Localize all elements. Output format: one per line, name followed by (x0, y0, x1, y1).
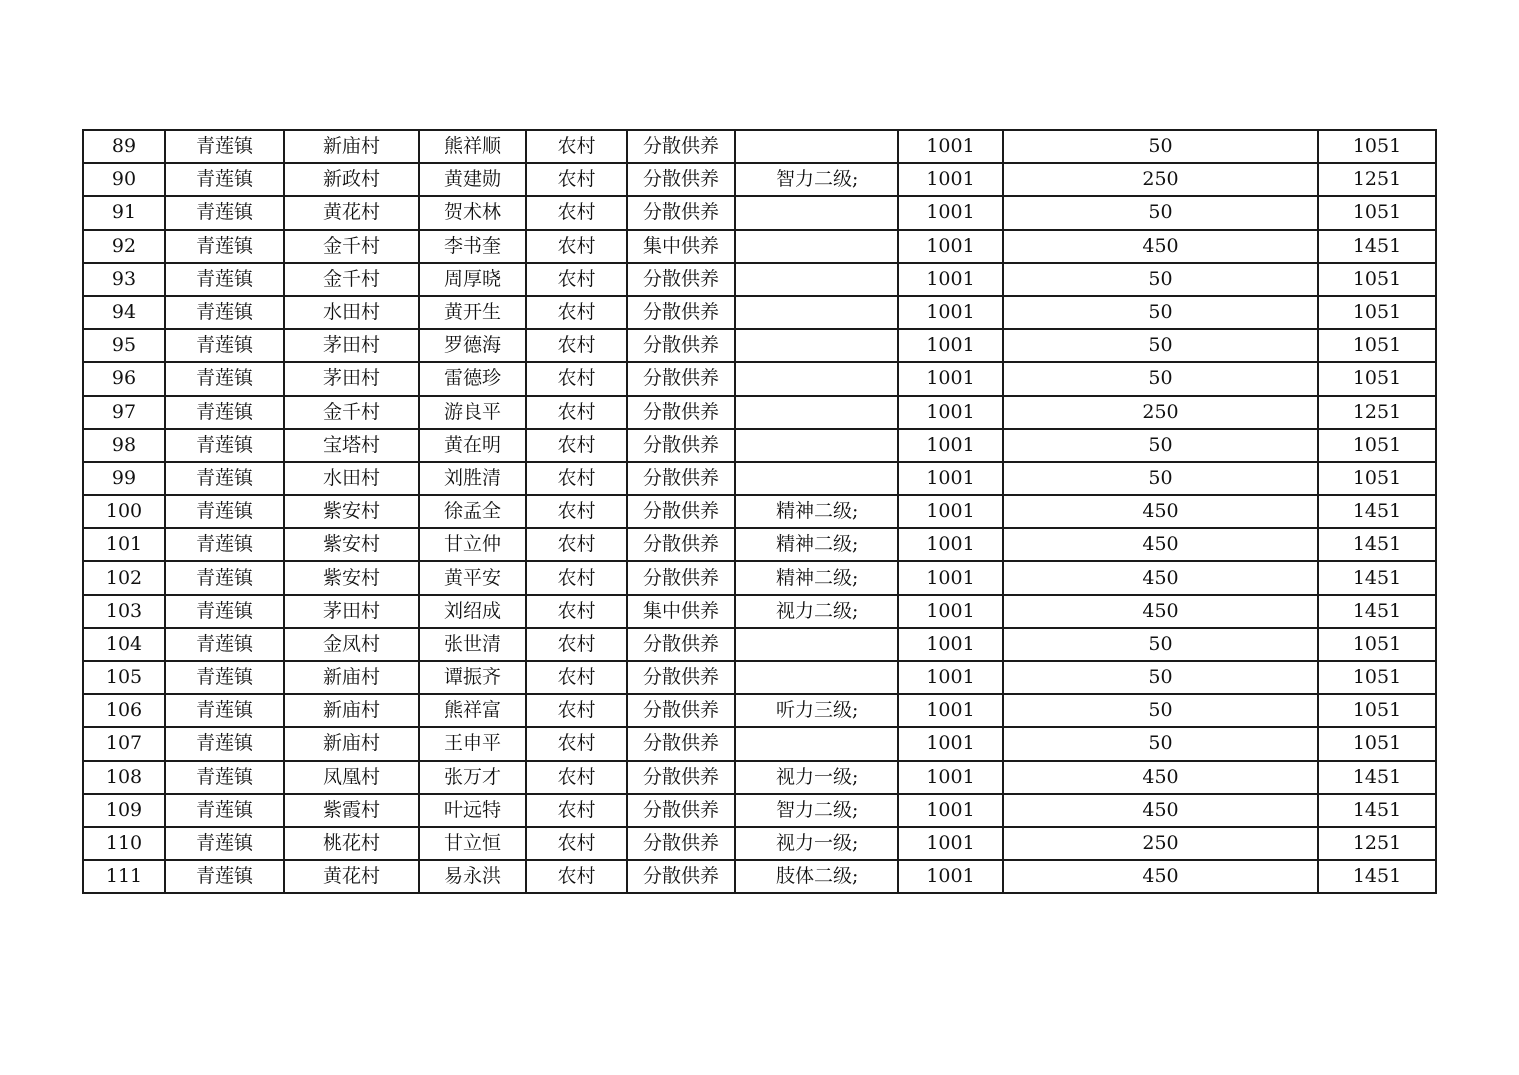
area-type-cell: 农村 (526, 628, 627, 661)
village-cell: 新庙村 (284, 130, 419, 163)
extra-amount-cell: 50 (1003, 628, 1318, 661)
village-cell: 茅田村 (284, 329, 419, 362)
town-cell: 青莲镇 (165, 296, 284, 329)
town-cell: 青莲镇 (165, 362, 284, 395)
extra-amount-cell: 450 (1003, 595, 1318, 628)
person-name-cell: 李书奎 (419, 230, 526, 263)
area-type-cell: 农村 (526, 827, 627, 860)
village-cell: 金千村 (284, 396, 419, 429)
base-amount-cell: 1001 (898, 827, 1003, 860)
person-name-cell: 罗德海 (419, 329, 526, 362)
base-amount-cell: 1001 (898, 230, 1003, 263)
village-cell: 新政村 (284, 163, 419, 196)
disability-level-cell (735, 429, 898, 462)
table-row (83, 561, 1436, 594)
disability-level-cell (735, 230, 898, 263)
total-amount-cell: 1451 (1318, 230, 1436, 263)
area-type-cell: 农村 (526, 794, 627, 827)
base-amount-cell: 1001 (898, 561, 1003, 594)
town-cell: 青莲镇 (165, 130, 284, 163)
person-name-cell: 甘立恒 (419, 827, 526, 860)
area-type-cell: 农村 (526, 694, 627, 727)
extra-amount-cell: 50 (1003, 429, 1318, 462)
area-type-cell: 农村 (526, 561, 627, 594)
row-number-cell: 97 (83, 396, 165, 429)
row-number-cell: 104 (83, 628, 165, 661)
extra-amount-cell: 50 (1003, 694, 1318, 727)
table-row (83, 528, 1436, 561)
person-name-cell: 熊祥富 (419, 694, 526, 727)
support-type-cell: 分散供养 (627, 362, 735, 395)
base-amount-cell: 1001 (898, 495, 1003, 528)
disability-level-cell: 视力一级; (735, 827, 898, 860)
table-row (83, 860, 1436, 893)
area-type-cell: 农村 (526, 495, 627, 528)
person-name-cell: 甘立仲 (419, 528, 526, 561)
disability-level-cell (735, 296, 898, 329)
table-row (83, 362, 1436, 395)
base-amount-cell: 1001 (898, 396, 1003, 429)
base-amount-cell: 1001 (898, 296, 1003, 329)
row-number-cell: 109 (83, 794, 165, 827)
extra-amount-cell: 450 (1003, 860, 1318, 893)
base-amount-cell: 1001 (898, 661, 1003, 694)
village-cell: 紫安村 (284, 561, 419, 594)
total-amount-cell: 1051 (1318, 296, 1436, 329)
total-amount-cell: 1251 (1318, 396, 1436, 429)
table-row (83, 230, 1436, 263)
village-cell: 新庙村 (284, 727, 419, 760)
extra-amount-cell: 450 (1003, 794, 1318, 827)
base-amount-cell: 1001 (898, 694, 1003, 727)
row-number-cell: 100 (83, 495, 165, 528)
town-cell: 青莲镇 (165, 794, 284, 827)
extra-amount-cell: 250 (1003, 396, 1318, 429)
support-type-cell: 分散供养 (627, 661, 735, 694)
village-cell: 水田村 (284, 296, 419, 329)
person-name-cell: 谭振齐 (419, 661, 526, 694)
extra-amount-cell: 50 (1003, 296, 1318, 329)
extra-amount-cell: 50 (1003, 727, 1318, 760)
village-cell: 水田村 (284, 462, 419, 495)
extra-amount-cell: 450 (1003, 495, 1318, 528)
table-row (83, 495, 1436, 528)
row-number-cell: 102 (83, 561, 165, 594)
row-number-cell: 90 (83, 163, 165, 196)
disability-level-cell: 肢体二级; (735, 860, 898, 893)
row-number-cell: 111 (83, 860, 165, 893)
table-row (83, 628, 1436, 661)
person-name-cell: 王申平 (419, 727, 526, 760)
row-number-cell: 92 (83, 230, 165, 263)
total-amount-cell: 1251 (1318, 827, 1436, 860)
town-cell: 青莲镇 (165, 329, 284, 362)
total-amount-cell: 1451 (1318, 595, 1436, 628)
table-row (83, 396, 1436, 429)
disability-level-cell: 精神二级; (735, 528, 898, 561)
village-cell: 黄花村 (284, 860, 419, 893)
disability-level-cell (735, 396, 898, 429)
table-row (83, 661, 1436, 694)
total-amount-cell: 1051 (1318, 661, 1436, 694)
town-cell: 青莲镇 (165, 462, 284, 495)
person-name-cell: 易永洪 (419, 860, 526, 893)
disability-level-cell (735, 196, 898, 229)
extra-amount-cell: 50 (1003, 462, 1318, 495)
row-number-cell: 98 (83, 429, 165, 462)
base-amount-cell: 1001 (898, 362, 1003, 395)
person-name-cell: 熊祥顺 (419, 130, 526, 163)
total-amount-cell: 1051 (1318, 694, 1436, 727)
total-amount-cell: 1051 (1318, 196, 1436, 229)
support-type-cell: 分散供养 (627, 396, 735, 429)
total-amount-cell: 1251 (1318, 163, 1436, 196)
table-row (83, 196, 1436, 229)
row-number-cell: 89 (83, 130, 165, 163)
area-type-cell: 农村 (526, 296, 627, 329)
person-name-cell: 周厚晓 (419, 263, 526, 296)
disability-level-cell (735, 462, 898, 495)
row-number-cell: 91 (83, 196, 165, 229)
area-type-cell: 农村 (526, 429, 627, 462)
extra-amount-cell: 50 (1003, 130, 1318, 163)
area-type-cell: 农村 (526, 528, 627, 561)
person-name-cell: 张万才 (419, 761, 526, 794)
disability-level-cell: 精神二级; (735, 495, 898, 528)
table-row (83, 163, 1436, 196)
town-cell: 青莲镇 (165, 396, 284, 429)
disability-level-cell: 智力二级; (735, 163, 898, 196)
town-cell: 青莲镇 (165, 263, 284, 296)
base-amount-cell: 1001 (898, 163, 1003, 196)
row-number-cell: 94 (83, 296, 165, 329)
row-number-cell: 107 (83, 727, 165, 760)
base-amount-cell: 1001 (898, 329, 1003, 362)
table-row (83, 727, 1436, 760)
village-cell: 金凤村 (284, 628, 419, 661)
extra-amount-cell: 50 (1003, 362, 1318, 395)
village-cell: 黄花村 (284, 196, 419, 229)
extra-amount-cell: 450 (1003, 230, 1318, 263)
disability-level-cell: 视力二级; (735, 595, 898, 628)
town-cell: 青莲镇 (165, 727, 284, 760)
total-amount-cell: 1451 (1318, 561, 1436, 594)
base-amount-cell: 1001 (898, 761, 1003, 794)
extra-amount-cell: 450 (1003, 528, 1318, 561)
extra-amount-cell: 50 (1003, 263, 1318, 296)
row-number-cell: 106 (83, 694, 165, 727)
person-name-cell: 黄建勋 (419, 163, 526, 196)
area-type-cell: 农村 (526, 130, 627, 163)
disability-level-cell: 视力一级; (735, 761, 898, 794)
town-cell: 青莲镇 (165, 528, 284, 561)
area-type-cell: 农村 (526, 163, 627, 196)
extra-amount-cell: 50 (1003, 329, 1318, 362)
row-number-cell: 108 (83, 761, 165, 794)
village-cell: 新庙村 (284, 661, 419, 694)
base-amount-cell: 1001 (898, 860, 1003, 893)
support-type-cell: 分散供养 (627, 196, 735, 229)
roster-table (82, 129, 1437, 894)
total-amount-cell: 1051 (1318, 362, 1436, 395)
support-type-cell: 分散供养 (627, 694, 735, 727)
person-name-cell: 刘胜清 (419, 462, 526, 495)
support-type-cell: 分散供养 (627, 794, 735, 827)
disability-level-cell (735, 661, 898, 694)
row-number-cell: 96 (83, 362, 165, 395)
disability-level-cell: 精神二级; (735, 561, 898, 594)
village-cell: 凤凰村 (284, 761, 419, 794)
town-cell: 青莲镇 (165, 827, 284, 860)
person-name-cell: 黄开生 (419, 296, 526, 329)
support-type-cell: 分散供养 (627, 727, 735, 760)
base-amount-cell: 1001 (898, 528, 1003, 561)
town-cell: 青莲镇 (165, 495, 284, 528)
disability-level-cell: 听力三级; (735, 694, 898, 727)
base-amount-cell: 1001 (898, 462, 1003, 495)
table-row (83, 329, 1436, 362)
person-name-cell: 游良平 (419, 396, 526, 429)
village-cell: 金千村 (284, 263, 419, 296)
base-amount-cell: 1001 (898, 628, 1003, 661)
village-cell: 紫霞村 (284, 794, 419, 827)
total-amount-cell: 1451 (1318, 761, 1436, 794)
village-cell: 宝塔村 (284, 429, 419, 462)
total-amount-cell: 1051 (1318, 727, 1436, 760)
village-cell: 茅田村 (284, 595, 419, 628)
town-cell: 青莲镇 (165, 230, 284, 263)
support-type-cell: 分散供养 (627, 761, 735, 794)
person-name-cell: 黄在明 (419, 429, 526, 462)
area-type-cell: 农村 (526, 661, 627, 694)
area-type-cell: 农村 (526, 727, 627, 760)
person-name-cell: 刘绍成 (419, 595, 526, 628)
table-row (83, 761, 1436, 794)
person-name-cell: 叶远特 (419, 794, 526, 827)
person-name-cell: 徐孟全 (419, 495, 526, 528)
table-row (83, 462, 1436, 495)
town-cell: 青莲镇 (165, 761, 284, 794)
area-type-cell: 农村 (526, 396, 627, 429)
support-type-cell: 分散供养 (627, 429, 735, 462)
person-name-cell: 雷德珍 (419, 362, 526, 395)
area-type-cell: 农村 (526, 230, 627, 263)
disability-level-cell (735, 130, 898, 163)
table-row (83, 694, 1436, 727)
town-cell: 青莲镇 (165, 595, 284, 628)
support-type-cell: 分散供养 (627, 163, 735, 196)
support-type-cell: 分散供养 (627, 528, 735, 561)
extra-amount-cell: 50 (1003, 661, 1318, 694)
table-row (83, 429, 1436, 462)
village-cell: 紫安村 (284, 528, 419, 561)
table-row (83, 595, 1436, 628)
town-cell: 青莲镇 (165, 561, 284, 594)
row-number-cell: 101 (83, 528, 165, 561)
town-cell: 青莲镇 (165, 694, 284, 727)
row-number-cell: 93 (83, 263, 165, 296)
extra-amount-cell: 450 (1003, 561, 1318, 594)
extra-amount-cell: 450 (1003, 761, 1318, 794)
support-type-cell: 分散供养 (627, 827, 735, 860)
support-type-cell: 集中供养 (627, 230, 735, 263)
area-type-cell: 农村 (526, 860, 627, 893)
support-type-cell: 分散供养 (627, 860, 735, 893)
base-amount-cell: 1001 (898, 794, 1003, 827)
village-cell: 新庙村 (284, 694, 419, 727)
total-amount-cell: 1451 (1318, 528, 1436, 561)
extra-amount-cell: 50 (1003, 196, 1318, 229)
town-cell: 青莲镇 (165, 661, 284, 694)
total-amount-cell: 1051 (1318, 329, 1436, 362)
total-amount-cell: 1451 (1318, 794, 1436, 827)
area-type-cell: 农村 (526, 761, 627, 794)
area-type-cell: 农村 (526, 462, 627, 495)
person-name-cell: 张世清 (419, 628, 526, 661)
table-row (83, 263, 1436, 296)
disability-level-cell (735, 362, 898, 395)
row-number-cell: 110 (83, 827, 165, 860)
table-row (83, 794, 1436, 827)
total-amount-cell: 1051 (1318, 130, 1436, 163)
village-cell: 金千村 (284, 230, 419, 263)
town-cell: 青莲镇 (165, 196, 284, 229)
area-type-cell: 农村 (526, 196, 627, 229)
table-row (83, 827, 1436, 860)
disability-level-cell: 智力二级; (735, 794, 898, 827)
base-amount-cell: 1001 (898, 196, 1003, 229)
table-row (83, 296, 1436, 329)
base-amount-cell: 1001 (898, 429, 1003, 462)
total-amount-cell: 1051 (1318, 263, 1436, 296)
person-name-cell: 黄平安 (419, 561, 526, 594)
town-cell: 青莲镇 (165, 163, 284, 196)
disability-level-cell (735, 263, 898, 296)
person-name-cell: 贺术林 (419, 196, 526, 229)
disability-level-cell (735, 628, 898, 661)
row-number-cell: 95 (83, 329, 165, 362)
total-amount-cell: 1451 (1318, 860, 1436, 893)
total-amount-cell: 1051 (1318, 429, 1436, 462)
total-amount-cell: 1051 (1318, 462, 1436, 495)
roster-body (83, 130, 1436, 893)
town-cell: 青莲镇 (165, 429, 284, 462)
support-type-cell: 分散供养 (627, 462, 735, 495)
support-type-cell: 分散供养 (627, 561, 735, 594)
support-type-cell: 分散供养 (627, 130, 735, 163)
table-row (83, 130, 1436, 163)
support-type-cell: 分散供养 (627, 628, 735, 661)
support-type-cell: 分散供养 (627, 329, 735, 362)
disability-level-cell (735, 329, 898, 362)
extra-amount-cell: 250 (1003, 163, 1318, 196)
base-amount-cell: 1001 (898, 263, 1003, 296)
total-amount-cell: 1451 (1318, 495, 1436, 528)
support-type-cell: 集中供养 (627, 595, 735, 628)
disability-level-cell (735, 727, 898, 760)
row-number-cell: 105 (83, 661, 165, 694)
town-cell: 青莲镇 (165, 860, 284, 893)
area-type-cell: 农村 (526, 263, 627, 296)
support-type-cell: 分散供养 (627, 495, 735, 528)
base-amount-cell: 1001 (898, 727, 1003, 760)
area-type-cell: 农村 (526, 362, 627, 395)
extra-amount-cell: 250 (1003, 827, 1318, 860)
row-number-cell: 99 (83, 462, 165, 495)
village-cell: 茅田村 (284, 362, 419, 395)
base-amount-cell: 1001 (898, 130, 1003, 163)
area-type-cell: 农村 (526, 595, 627, 628)
town-cell: 青莲镇 (165, 628, 284, 661)
base-amount-cell: 1001 (898, 595, 1003, 628)
support-type-cell: 分散供养 (627, 296, 735, 329)
area-type-cell: 农村 (526, 329, 627, 362)
village-cell: 桃花村 (284, 827, 419, 860)
row-number-cell: 103 (83, 595, 165, 628)
village-cell: 紫安村 (284, 495, 419, 528)
total-amount-cell: 1051 (1318, 628, 1436, 661)
support-type-cell: 分散供养 (627, 263, 735, 296)
